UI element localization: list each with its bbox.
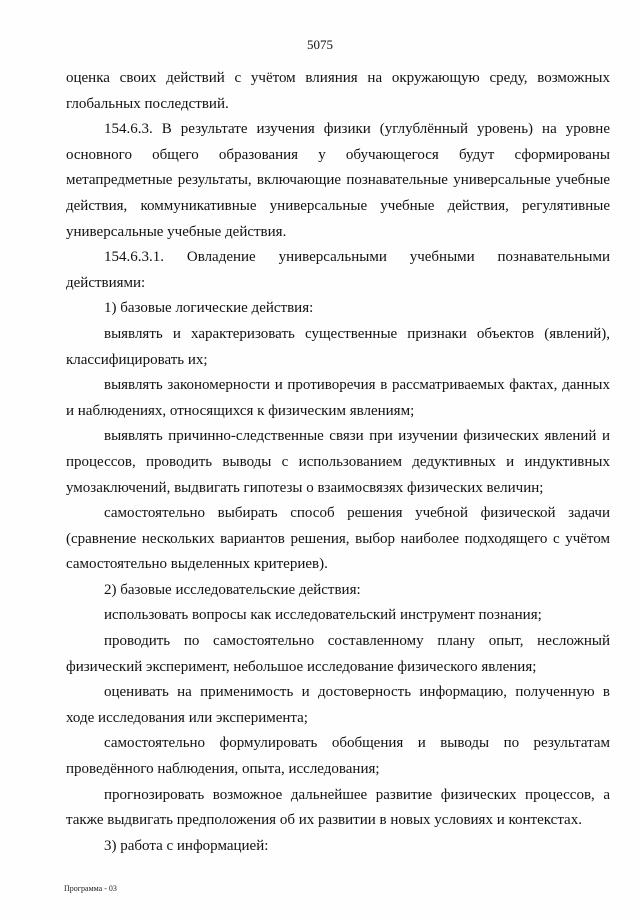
list-item: оценивать на применимость и достоверность информацию, полученную в ходе исследования или эксперимента; (66, 684, 610, 726)
list-item: выявлять и характеризовать существенные признаки объектов (явлений), классифицировать их; (66, 325, 610, 368)
paragraph-154-6-3-1: 154.6.3.1. Овладение универсальными учебными познавательными действиями: (66, 249, 610, 291)
page-number: 5075 (307, 37, 333, 52)
page-footer: Программа - 03 (64, 884, 117, 893)
list-heading-research-actions: 2) базовые исследовательские действия: (104, 581, 361, 598)
list-item: выявлять причинно-следственные связи при изучении физических явлений и процессов, проводить выводы с использованием дедуктивных и индуктивных умозаключений, выдвигать гипотезы о взаимосвязях физических величин; (66, 428, 610, 496)
list-item: прогнозировать возможное дальнейшее развитие физических процессов, а также выдвигать предположения об их развитии в новых условиях и контекстах. (66, 786, 610, 829)
list-item: использовать вопросы как исследовательский инструмент познания; (104, 607, 542, 624)
list-item: проводить по самостоятельно составленному плану опыт, несложный физический эксперимент, небольшое исследование физического явления; (66, 633, 610, 675)
list-heading-information-work: 3) работа с информацией: (104, 837, 269, 854)
document-body (66, 66, 610, 859)
paragraph-continuation: оценка своих действий с учётом влияния на окружающую среду, возможных глобальных последствий. (66, 70, 610, 112)
paragraph-154-6-3: 154.6.3. В результате изучения физики (углублённый уровень) на уровне основного общего образования у обучающегося будут сформированы метапредметные результаты, включающие познавательные универсальные учебные действия, коммуникативные универсальные учебные действия, регулятивные универсальные учебные действия. (66, 121, 610, 240)
list-item: самостоятельно выбирать способ решения учебной физической задачи (сравнение нескольких вариантов решения, выбор наиболее подходящего с учётом самостоятельно выделенных критериев). (66, 505, 610, 573)
list-heading-logical-actions: 1) базовые логические действия: (104, 300, 314, 317)
list-item: выявлять закономерности и противоречия в рассматриваемых фактах, данных и наблюдениях, относящихся к физическим явлениям; (66, 377, 610, 419)
list-item: самостоятельно формулировать обобщения и выводы по результатам проведённого наблюдения, опыта, исследования; (66, 735, 610, 778)
